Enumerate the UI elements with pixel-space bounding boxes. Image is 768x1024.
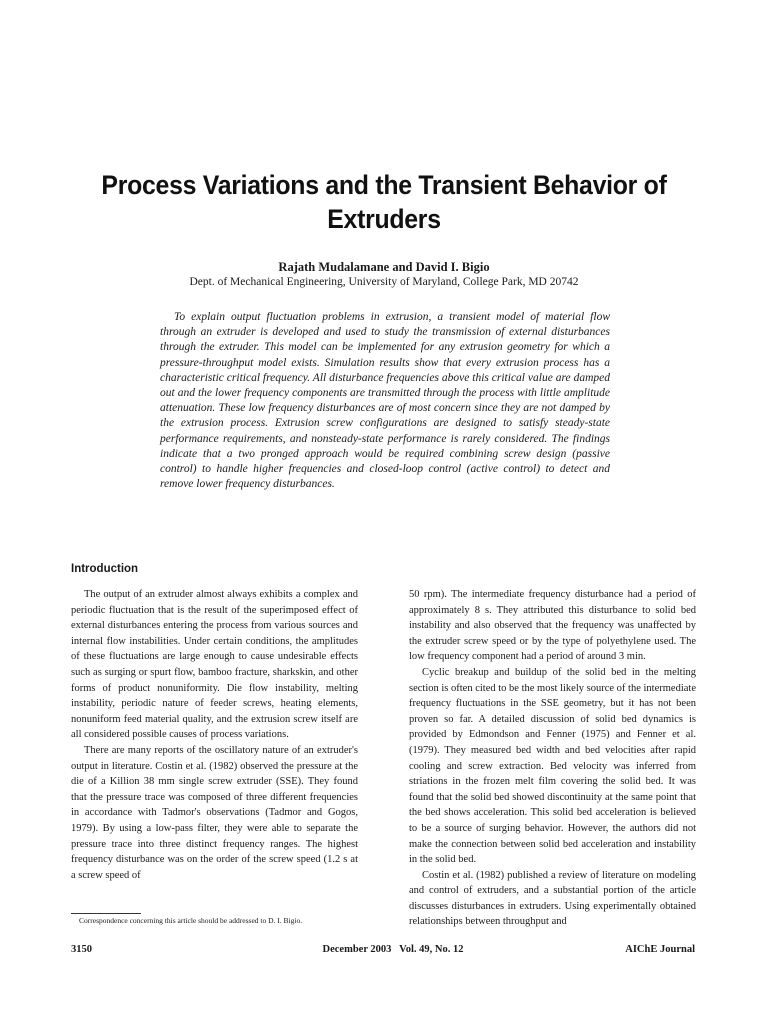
body-column-left [71,587,358,883]
paragraph: The output of an extruder almost always exhibits a complex and periodic fluctuation that is the result of the superimposed effect of external disturbances entering the process from various sources and internal flow instabilities. Under certain conditions, the amplitudes of these fluctuations are large enough to cause undesirable effects such as surging or spurt flow, bamboo fracture, sharkskin, and other forms of product nonuniformity. Die flow instability, melting instability, periodic nature of feeder screws, heating elements, nonuniform feed material quality, and the extrusion screw itself are all considered possible causes of process variations. [71,589,358,741]
paragraph: There are many reports of the oscillatory nature of an extruder's output in literature. Costin et al. (1982) observed the pressure at the die of a Killion 38 mm single screw extruder (SSE). They found that the pressure trace was composed of three different frequencies in accordance with Tadmor's observations (Tadmor and Gogos, 1979). By using a low-pass filter, they were able to separate the pressure trace into three distinct frequency ranges. The highest frequency disturbance was on the order of the screw speed (1.2 s at a screw speed of [71,744,358,881]
footnote-divider [71,913,141,914]
issue-info: December 2003 Vol. 49, No. 12 [322,944,464,955]
correspondence-footnote: Correspondence concerning this article should be addressed to D. I. Bigio. [79,916,303,925]
paragraph: Cyclic breakup and buildup of the solid bed in the melting section is often cited to be the most likely source of the intermediate frequency fluctuations in the SSE geometry, but it has not been proven so far. A detailed discussion of solid bed dynamics is provided by Edmondson and Fenner (1975) and Fenner et al. (1979). They measured bed width and bed velocities after rapid cooling and screw extraction. Bed velocity was inferred from striations in the frozen melt film covering the solid bed. It was found that the solid bed showed discontinuity at the same point that the bed shows acceleration. This solid bed acceleration is believed to be a source of surging behavior. However, the authors did not make the connection between solid bed acceleration and instability in the solid bed. [409,666,696,866]
body-column-right [409,587,696,930]
paragraph-continuation: 50 rpm). The intermediate frequency disturbance had a period of approximately 8 s. They attributed this disturbance to solid bed instability and also observed that the frequency was unaffected by the extruder screw speed or by the type of polyethylene used. The low frequency component had a period of around 3 min. [409,589,696,663]
article-title: Process Variations and the Transient Behavior of Extruders [101,170,667,234]
abstract: To explain output fluctuation problems in extrusion, a transient model of material flow through an extruder is developed and used to study the transmission of external disturbances through the extruder. This model can be implemented for any extrusion geometry for which a pressure-throughput model exists. Simulation results show that every extrusion process has a characteristic critical frequency. All disturbance frequencies above this critical value are damped out and the lower frequency components are transmitted through the process with little amplitude attenuation. These low frequency disturbances are of most concern since they are not damped by the extrusion process. Extrusion screw configurations are designed to satisfy steady-state performance requirements, and nonsteady-state performance is rarely considered. The findings indicate that a two pronged approach would be required combining screw design (passive control) to handle higher frequencies and closed-loop control (active control) to detect and remove lower frequency disturbances. [160,311,610,491]
section-heading-introduction: Introduction [71,563,139,575]
paragraph: Costin et al. (1982) published a review of literature on modeling and control of extruders, and a substantial portion of the article discusses disturbances in extruders. Using experimentally obtained relationships between throughput and [409,869,696,928]
page-number: 3150 [71,944,92,955]
article-authors: Rajath Mudalamane and David I. Bigio [278,260,490,274]
author-affiliation: Dept. of Mechanical Engineering, University of Maryland, College Park, MD 20742 [189,276,579,288]
journal-name: AIChE Journal [625,944,695,955]
